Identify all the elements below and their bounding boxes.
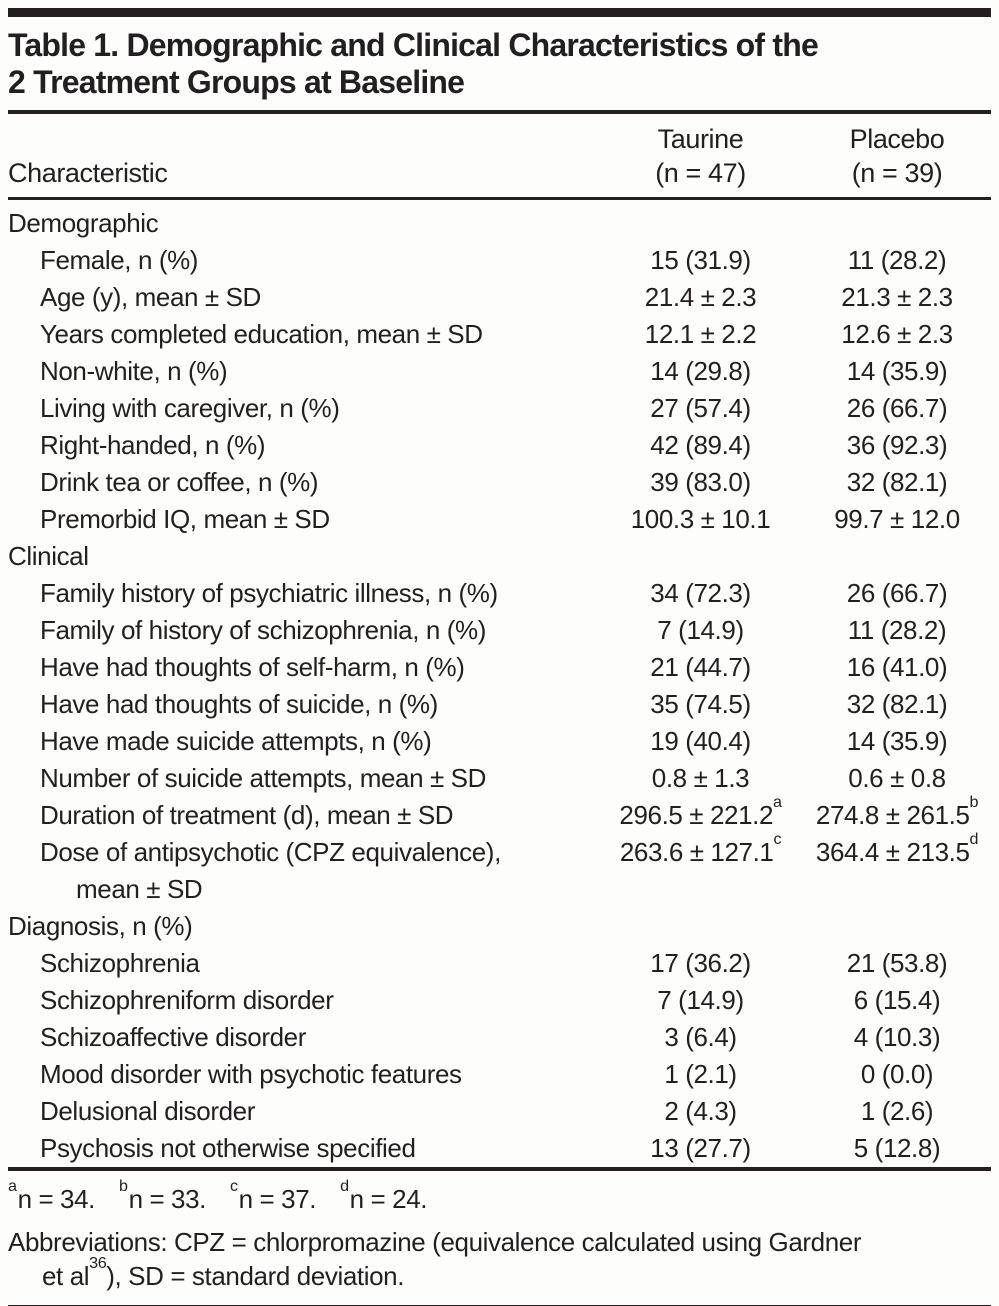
table-row bbox=[8, 760, 991, 797]
placebo-value: 0.6 ± 0.8 bbox=[848, 763, 946, 793]
column-header-placebo-name: Placebo bbox=[849, 124, 945, 154]
table-row bbox=[8, 427, 991, 464]
table-row bbox=[8, 390, 991, 427]
placebo-value: 4 (10.3) bbox=[853, 1022, 941, 1052]
footnote-marker: c bbox=[773, 830, 782, 849]
table-row bbox=[8, 793, 991, 834]
placebo-value: 26 (66.7) bbox=[846, 578, 948, 608]
footnote-b: $^b$n = 33. bbox=[119, 1177, 206, 1214]
placebo-value: 99.7 ± 12.0 bbox=[834, 504, 960, 534]
row-label: Have had thoughts of self-harm, n (%) bbox=[40, 652, 465, 682]
row-label: Female, n (%) bbox=[40, 245, 199, 275]
placebo-value: 26 (66.7) bbox=[846, 393, 948, 423]
taurine-value: 21 (44.7) bbox=[650, 652, 751, 682]
reference-superscript: 36 bbox=[89, 1254, 107, 1273]
footnote-marker: a bbox=[773, 793, 782, 812]
row-label: Family of history of schizophrenia, n (%) bbox=[40, 615, 486, 645]
placebo-value: 5 (12.8) bbox=[853, 1133, 941, 1163]
column-header-taurine bbox=[598, 122, 803, 190]
section-header: Diagnosis, n (%) bbox=[8, 911, 193, 941]
table-top-rule bbox=[8, 8, 991, 17]
row-label: Non-white, n (%) bbox=[40, 356, 228, 386]
table-row bbox=[8, 316, 991, 353]
row-label: Psychosis not otherwise specified bbox=[40, 1133, 416, 1163]
footnote-marker: b bbox=[969, 793, 979, 812]
section-header: Clinical bbox=[8, 541, 89, 571]
footnote-a: $^a$n = 34. bbox=[8, 1177, 95, 1214]
taurine-value: 17 (36.2) bbox=[650, 948, 751, 978]
table-row bbox=[8, 649, 991, 686]
abbreviations-line2: et $al^{36}$), SD = standard deviation. bbox=[42, 1254, 405, 1291]
row-label: Living with caregiver, n (%) bbox=[40, 393, 340, 423]
taurine-value: 7 (14.9) bbox=[657, 615, 744, 645]
placebo-value: 32 (82.1) bbox=[846, 689, 948, 719]
taurine-value: 13 (27.7) bbox=[650, 1133, 751, 1163]
table-row bbox=[8, 612, 991, 649]
table-row bbox=[8, 353, 991, 390]
placebo-value: 6 (15.4) bbox=[853, 985, 941, 1015]
column-header-characteristic: Characteristic bbox=[8, 158, 168, 188]
row-label: Schizoaffective disorder bbox=[40, 1022, 306, 1052]
taurine-value: 100.3 ± 10.1 bbox=[630, 504, 771, 534]
footnote-marker: d bbox=[969, 830, 979, 849]
column-header-placebo-n: (n = 39) bbox=[851, 158, 943, 188]
row-label: Delusional disorder bbox=[40, 1096, 255, 1126]
row-label: Number of suicide attempts, mean ± SD bbox=[40, 763, 486, 793]
taurine-value: 0.8 ± 1.3 bbox=[651, 763, 750, 793]
section-header: Demographic bbox=[8, 208, 159, 238]
taurine-value: 21.4 ± 2.3 bbox=[644, 282, 757, 312]
placebo-value: 21.3 ± 2.3 bbox=[841, 282, 953, 312]
row-label: Have had thoughts of suicide, n (%) bbox=[40, 689, 438, 719]
body-rule bbox=[8, 1167, 991, 1171]
row-label: Dose of antipsychotic (CPZ equivalence), mean ± SD bbox=[8, 834, 598, 908]
table-row bbox=[8, 1056, 991, 1093]
taurine-value: 19 (40.4) bbox=[650, 726, 751, 756]
table-row bbox=[8, 501, 991, 538]
table-body bbox=[8, 200, 991, 1167]
row-label-continuation: mean ± SD bbox=[76, 874, 203, 904]
row-label: Years completed education, mean ± SD bbox=[40, 319, 483, 349]
table-row bbox=[8, 242, 991, 279]
table-row bbox=[8, 945, 991, 982]
placebo-value: 11 (28.2) bbox=[847, 615, 947, 645]
table-row bbox=[8, 830, 991, 908]
taurine-value: 39 (83.0) bbox=[650, 467, 751, 497]
section-header-row bbox=[8, 538, 991, 575]
row-label: Schizophrenia bbox=[40, 948, 200, 978]
placebo-value: 32 (82.1) bbox=[846, 467, 948, 497]
table-header-row bbox=[8, 114, 991, 197]
footnotes bbox=[8, 1177, 991, 1216]
row-label: Schizophreniform disorder bbox=[40, 985, 334, 1015]
taurine-value: 7 (14.9) bbox=[657, 985, 744, 1015]
placebo-value: 36 (92.3) bbox=[846, 430, 948, 460]
taurine-value: 15 (31.9) bbox=[650, 245, 751, 275]
table-title bbox=[8, 27, 991, 101]
taurine-value: 2 (4.3) bbox=[664, 1096, 737, 1126]
taurine-value: 34 (72.3) bbox=[650, 578, 751, 608]
table-row bbox=[8, 1130, 991, 1167]
placebo-value: 14 (35.9) bbox=[846, 726, 948, 756]
column-header-placebo bbox=[803, 122, 991, 190]
row-label: Mood disorder with psychotic features bbox=[40, 1059, 462, 1089]
column-header-taurine-name: Taurine bbox=[657, 124, 744, 154]
taurine-value: 35 (74.5) bbox=[650, 689, 751, 719]
section-header-row bbox=[8, 908, 991, 945]
footnote-c: $^c$n = 37. bbox=[230, 1177, 317, 1214]
placebo-value: 1 (2.6) bbox=[860, 1096, 934, 1126]
table-title-line2: 2 Treatment Groups at Baseline bbox=[8, 64, 465, 100]
row-label: Premorbid IQ, mean ± SD bbox=[40, 504, 330, 534]
placebo-value: 14 (35.9) bbox=[846, 356, 948, 386]
table-title-line1: Table 1. Demographic and Clinical Characteristics of the bbox=[8, 27, 818, 63]
placebo-value: 364.4 ± 213.5$^d$ bbox=[815, 830, 979, 867]
abbreviations-line1: Abbreviations: CPZ = chlorpromazine (equivalence calculated using Gardner bbox=[8, 1227, 862, 1257]
placebo-value: 12.6 ± 2.3 bbox=[841, 319, 953, 349]
table-row bbox=[8, 575, 991, 612]
taurine-value: 42 (89.4) bbox=[650, 430, 751, 460]
row-label: Have made suicide attempts, n (%) bbox=[40, 726, 432, 756]
row-label: Family history of psychiatric illness, n (%) bbox=[40, 578, 498, 608]
table-row bbox=[8, 686, 991, 723]
section-header-row bbox=[8, 205, 991, 242]
taurine-value: 296.5 ± 221.2$^a$ bbox=[619, 793, 782, 830]
taurine-value: 12.1 ± 2.2 bbox=[644, 319, 757, 349]
footnote-d: $^d$n = 24. bbox=[340, 1177, 428, 1214]
placebo-value: 21 (53.8) bbox=[846, 948, 948, 978]
taurine-value: 263.6 ± 127.1$^c$ bbox=[619, 830, 782, 867]
column-header-taurine-n: (n = 47) bbox=[655, 158, 746, 188]
table-row bbox=[8, 982, 991, 1019]
row-label: Age (y), mean ± SD bbox=[40, 282, 261, 312]
table-row bbox=[8, 1019, 991, 1056]
taurine-value: 1 (2.1) bbox=[664, 1059, 737, 1089]
placebo-value: 16 (41.0) bbox=[846, 652, 948, 682]
placebo-value: 11 (28.2) bbox=[847, 245, 947, 275]
taurine-value: 14 (29.8) bbox=[650, 356, 751, 386]
taurine-value: 27 (57.4) bbox=[650, 393, 751, 423]
taurine-value: 3 (6.4) bbox=[664, 1022, 737, 1052]
row-label: Duration of treatment (d), mean ± SD bbox=[40, 800, 454, 830]
table-row bbox=[8, 1093, 991, 1130]
table-row bbox=[8, 723, 991, 760]
table-row bbox=[8, 464, 991, 501]
placebo-value: 0 (0.0) bbox=[860, 1059, 934, 1089]
row-label: Drink tea or coffee, n (%) bbox=[40, 467, 319, 497]
placebo-value: 274.8 ± 261.5$^b$ bbox=[815, 793, 979, 830]
row-label: Right-handed, n (%) bbox=[40, 430, 266, 460]
abbreviations-note bbox=[8, 1225, 991, 1293]
table-row bbox=[8, 279, 991, 316]
